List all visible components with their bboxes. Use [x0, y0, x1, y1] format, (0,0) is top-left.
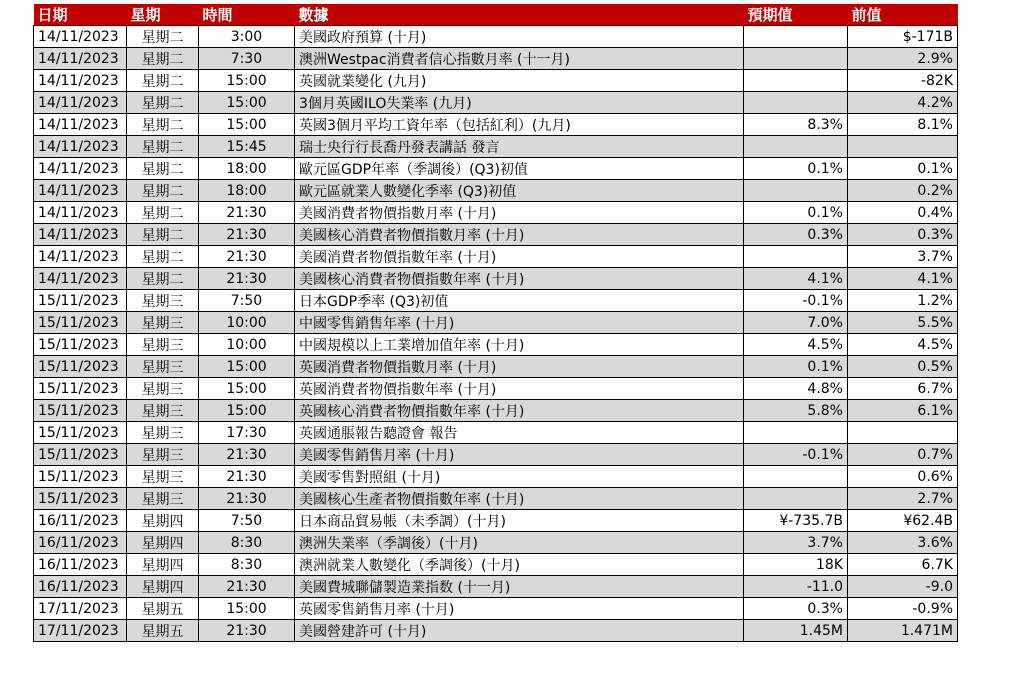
cell-previous: 0.2%: [848, 180, 958, 202]
cell-forecast: [744, 180, 848, 202]
cell-date: 15/11/2023: [34, 312, 127, 334]
table-row: [34, 290, 958, 312]
table-row: [34, 444, 958, 466]
cell-forecast: 0.3%: [744, 224, 848, 246]
cell-time: 15:00: [199, 92, 295, 114]
cell-date: 16/11/2023: [34, 532, 127, 554]
cell-forecast: -0.1%: [744, 290, 848, 312]
cell-forecast: 0.1%: [744, 158, 848, 180]
cell-date: 17/11/2023: [34, 598, 127, 620]
cell-event: 日本GDP季率 (Q3)初值: [295, 290, 744, 312]
cell-previous: [848, 422, 958, 444]
cell-day: 星期四: [127, 576, 199, 598]
cell-event: 英國核心消費者物價指數年率 (十月): [295, 400, 744, 422]
cell-forecast: [744, 26, 848, 48]
cell-time: 10:00: [199, 334, 295, 356]
cell-date: 15/11/2023: [34, 334, 127, 356]
table-row: [34, 598, 958, 620]
table-row: [34, 158, 958, 180]
cell-previous: 4.5%: [848, 334, 958, 356]
cell-forecast: 0.3%: [744, 598, 848, 620]
cell-date: 15/11/2023: [34, 400, 127, 422]
cell-previous: 6.7%: [848, 378, 958, 400]
cell-time: 21:30: [199, 576, 295, 598]
cell-day: 星期二: [127, 246, 199, 268]
cell-previous: 5.5%: [848, 312, 958, 334]
cell-date: 14/11/2023: [34, 26, 127, 48]
cell-time: 8:30: [199, 554, 295, 576]
cell-day: 星期五: [127, 598, 199, 620]
cell-time: 18:00: [199, 158, 295, 180]
cell-time: 21:30: [199, 268, 295, 290]
cell-day: 星期四: [127, 510, 199, 532]
cell-day: 星期三: [127, 378, 199, 400]
cell-previous: [848, 136, 958, 158]
header-row: [34, 4, 958, 26]
cell-forecast: [744, 488, 848, 510]
cell-date: 15/11/2023: [34, 488, 127, 510]
cell-previous: 6.7K: [848, 554, 958, 576]
table-row: [34, 48, 958, 70]
cell-day: 星期二: [127, 114, 199, 136]
cell-day: 星期二: [127, 268, 199, 290]
cell-previous: 6.1%: [848, 400, 958, 422]
table-row: [34, 488, 958, 510]
cell-time: 10:00: [199, 312, 295, 334]
cell-event: 英國就業變化 (九月): [295, 70, 744, 92]
cell-time: 15:00: [199, 70, 295, 92]
cell-event: 美國核心消費者物價指數年率 (十月): [295, 268, 744, 290]
table-row: [34, 180, 958, 202]
cell-day: 星期三: [127, 400, 199, 422]
table-row: [34, 576, 958, 598]
cell-event: 澳洲Westpac消費者信心指數月率 (十一月): [295, 48, 744, 70]
table-body: [34, 26, 958, 642]
cell-date: 14/11/2023: [34, 158, 127, 180]
cell-previous: 2.7%: [848, 488, 958, 510]
cell-event: 美國消費者物價指數年率 (十月): [295, 246, 744, 268]
cell-date: 14/11/2023: [34, 268, 127, 290]
cell-time: 21:30: [199, 246, 295, 268]
cell-previous: -0.9%: [848, 598, 958, 620]
cell-event: 英國通脹報告聽證會 報告: [295, 422, 744, 444]
cell-previous: ¥62.4B: [848, 510, 958, 532]
cell-day: 星期三: [127, 444, 199, 466]
table-row: [34, 532, 958, 554]
cell-event: 美國核心消費者物價指數月率 (十月): [295, 224, 744, 246]
economic-calendar-table: [33, 4, 958, 642]
header-day: 星期: [127, 4, 199, 26]
cell-previous: 0.6%: [848, 466, 958, 488]
cell-day: 星期三: [127, 356, 199, 378]
cell-time: 21:30: [199, 224, 295, 246]
cell-previous: 3.7%: [848, 246, 958, 268]
table-row: [34, 466, 958, 488]
table-row: [34, 136, 958, 158]
cell-event: 澳洲就業人數變化（季調後）(十月): [295, 554, 744, 576]
cell-event: 英國3個月平均工資年率（包括紅利）(九月): [295, 114, 744, 136]
cell-day: 星期三: [127, 422, 199, 444]
cell-date: 14/11/2023: [34, 202, 127, 224]
cell-event: 美國核心生產者物價指數年率 (十月): [295, 488, 744, 510]
header-forecast: 預期值: [744, 4, 848, 26]
cell-forecast: 8.3%: [744, 114, 848, 136]
cell-previous: 4.2%: [848, 92, 958, 114]
cell-time: 15:00: [199, 114, 295, 136]
cell-day: 星期二: [127, 26, 199, 48]
cell-day: 星期二: [127, 224, 199, 246]
cell-event: 英國消費者物價指數年率 (十月): [295, 378, 744, 400]
cell-forecast: 4.5%: [744, 334, 848, 356]
cell-time: 18:00: [199, 180, 295, 202]
cell-previous: -82K: [848, 70, 958, 92]
table-row: [34, 422, 958, 444]
table-row: [34, 554, 958, 576]
cell-time: 15:45: [199, 136, 295, 158]
cell-event: 中國零售銷售年率 (十月): [295, 312, 744, 334]
table-row: [34, 312, 958, 334]
table-row: [34, 70, 958, 92]
cell-date: 15/11/2023: [34, 466, 127, 488]
cell-day: 星期三: [127, 488, 199, 510]
cell-previous: 1.471M: [848, 620, 958, 642]
cell-forecast: [744, 466, 848, 488]
cell-previous: 0.5%: [848, 356, 958, 378]
cell-event: 瑞士央行行長喬丹發表講話 發言: [295, 136, 744, 158]
cell-day: 星期二: [127, 202, 199, 224]
cell-previous: -9.0: [848, 576, 958, 598]
cell-event: 美國費城聯儲製造業指数 (十一月): [295, 576, 744, 598]
cell-event: 英國消費者物價指數月率 (十月): [295, 356, 744, 378]
cell-forecast: ¥-735.7B: [744, 510, 848, 532]
cell-forecast: 4.8%: [744, 378, 848, 400]
cell-previous: 0.4%: [848, 202, 958, 224]
cell-date: 14/11/2023: [34, 48, 127, 70]
cell-forecast: 4.1%: [744, 268, 848, 290]
table-row: [34, 114, 958, 136]
table-row: [34, 510, 958, 532]
cell-time: 15:00: [199, 598, 295, 620]
cell-event: 美國營建許可 (十月): [295, 620, 744, 642]
cell-forecast: 1.45M: [744, 620, 848, 642]
cell-time: 7:50: [199, 290, 295, 312]
cell-date: 14/11/2023: [34, 246, 127, 268]
cell-forecast: 0.1%: [744, 356, 848, 378]
cell-forecast: 18K: [744, 554, 848, 576]
cell-date: 16/11/2023: [34, 510, 127, 532]
cell-forecast: 3.7%: [744, 532, 848, 554]
cell-date: 14/11/2023: [34, 114, 127, 136]
cell-previous: $-171B: [848, 26, 958, 48]
cell-event: 美國零售銷售月率 (十月): [295, 444, 744, 466]
cell-time: 21:30: [199, 488, 295, 510]
cell-date: 14/11/2023: [34, 180, 127, 202]
cell-event: 3個月英國ILO失業率 (九月): [295, 92, 744, 114]
table-row: [34, 92, 958, 114]
cell-day: 星期二: [127, 92, 199, 114]
cell-date: 14/11/2023: [34, 136, 127, 158]
cell-forecast: [744, 70, 848, 92]
cell-time: 7:50: [199, 510, 295, 532]
cell-day: 星期四: [127, 554, 199, 576]
header-previous: 前值: [848, 4, 958, 26]
table-row: [34, 378, 958, 400]
cell-date: 14/11/2023: [34, 92, 127, 114]
cell-date: 14/11/2023: [34, 224, 127, 246]
cell-previous: 0.3%: [848, 224, 958, 246]
cell-time: 15:00: [199, 378, 295, 400]
header-time: 時間: [199, 4, 295, 26]
cell-event: 美國消費者物價指數月率 (十月): [295, 202, 744, 224]
cell-forecast: [744, 92, 848, 114]
cell-forecast: [744, 136, 848, 158]
cell-event: 澳洲失業率（季調後）(十月): [295, 532, 744, 554]
cell-event: 英國零售銷售月率 (十月): [295, 598, 744, 620]
cell-date: 16/11/2023: [34, 576, 127, 598]
cell-previous: 3.6%: [848, 532, 958, 554]
header-event: 數據: [295, 4, 744, 26]
cell-date: 14/11/2023: [34, 70, 127, 92]
cell-day: 星期二: [127, 180, 199, 202]
table-row: [34, 202, 958, 224]
cell-time: 21:30: [199, 620, 295, 642]
cell-time: 21:30: [199, 444, 295, 466]
cell-event: 美國零售對照組 (十月): [295, 466, 744, 488]
cell-forecast: [744, 422, 848, 444]
cell-date: 16/11/2023: [34, 554, 127, 576]
cell-forecast: 5.8%: [744, 400, 848, 422]
cell-time: 15:00: [199, 356, 295, 378]
cell-date: 15/11/2023: [34, 378, 127, 400]
cell-event: 歐元區GDP年率（季調後）(Q3)初值: [295, 158, 744, 180]
table-row: [34, 400, 958, 422]
cell-event: 歐元區就業人數變化季率 (Q3)初值: [295, 180, 744, 202]
table-row: [34, 620, 958, 642]
cell-date: 15/11/2023: [34, 444, 127, 466]
cell-day: 星期二: [127, 158, 199, 180]
cell-time: 21:30: [199, 202, 295, 224]
cell-previous: 4.1%: [848, 268, 958, 290]
cell-forecast: -0.1%: [744, 444, 848, 466]
header-date: 日期: [34, 4, 127, 26]
cell-date: 15/11/2023: [34, 422, 127, 444]
cell-time: 17:30: [199, 422, 295, 444]
cell-day: 星期二: [127, 48, 199, 70]
cell-previous: 1.2%: [848, 290, 958, 312]
table-row: [34, 268, 958, 290]
cell-day: 星期二: [127, 136, 199, 158]
table-row: [34, 246, 958, 268]
cell-day: 星期三: [127, 290, 199, 312]
cell-forecast: 0.1%: [744, 202, 848, 224]
cell-event: 中國規模以上工業增加值年率 (十月): [295, 334, 744, 356]
cell-time: 7:30: [199, 48, 295, 70]
cell-date: 15/11/2023: [34, 290, 127, 312]
table-row: [34, 224, 958, 246]
cell-previous: 0.7%: [848, 444, 958, 466]
cell-date: 17/11/2023: [34, 620, 127, 642]
cell-time: 8:30: [199, 532, 295, 554]
cell-time: 21:30: [199, 466, 295, 488]
cell-time: 3:00: [199, 26, 295, 48]
cell-day: 星期四: [127, 532, 199, 554]
cell-day: 星期三: [127, 466, 199, 488]
table-row: [34, 334, 958, 356]
cell-previous: 0.1%: [848, 158, 958, 180]
cell-day: 星期二: [127, 70, 199, 92]
cell-previous: 8.1%: [848, 114, 958, 136]
cell-day: 星期三: [127, 334, 199, 356]
cell-forecast: [744, 48, 848, 70]
cell-forecast: -11.0: [744, 576, 848, 598]
cell-event: 美國政府預算 (十月): [295, 26, 744, 48]
cell-event: 日本商品貿易帳（未季調）(十月): [295, 510, 744, 532]
cell-forecast: [744, 246, 848, 268]
cell-day: 星期五: [127, 620, 199, 642]
table-row: [34, 26, 958, 48]
cell-previous: 2.9%: [848, 48, 958, 70]
table-row: [34, 356, 958, 378]
cell-date: 15/11/2023: [34, 356, 127, 378]
cell-day: 星期三: [127, 312, 199, 334]
cell-time: 15:00: [199, 400, 295, 422]
cell-forecast: 7.0%: [744, 312, 848, 334]
